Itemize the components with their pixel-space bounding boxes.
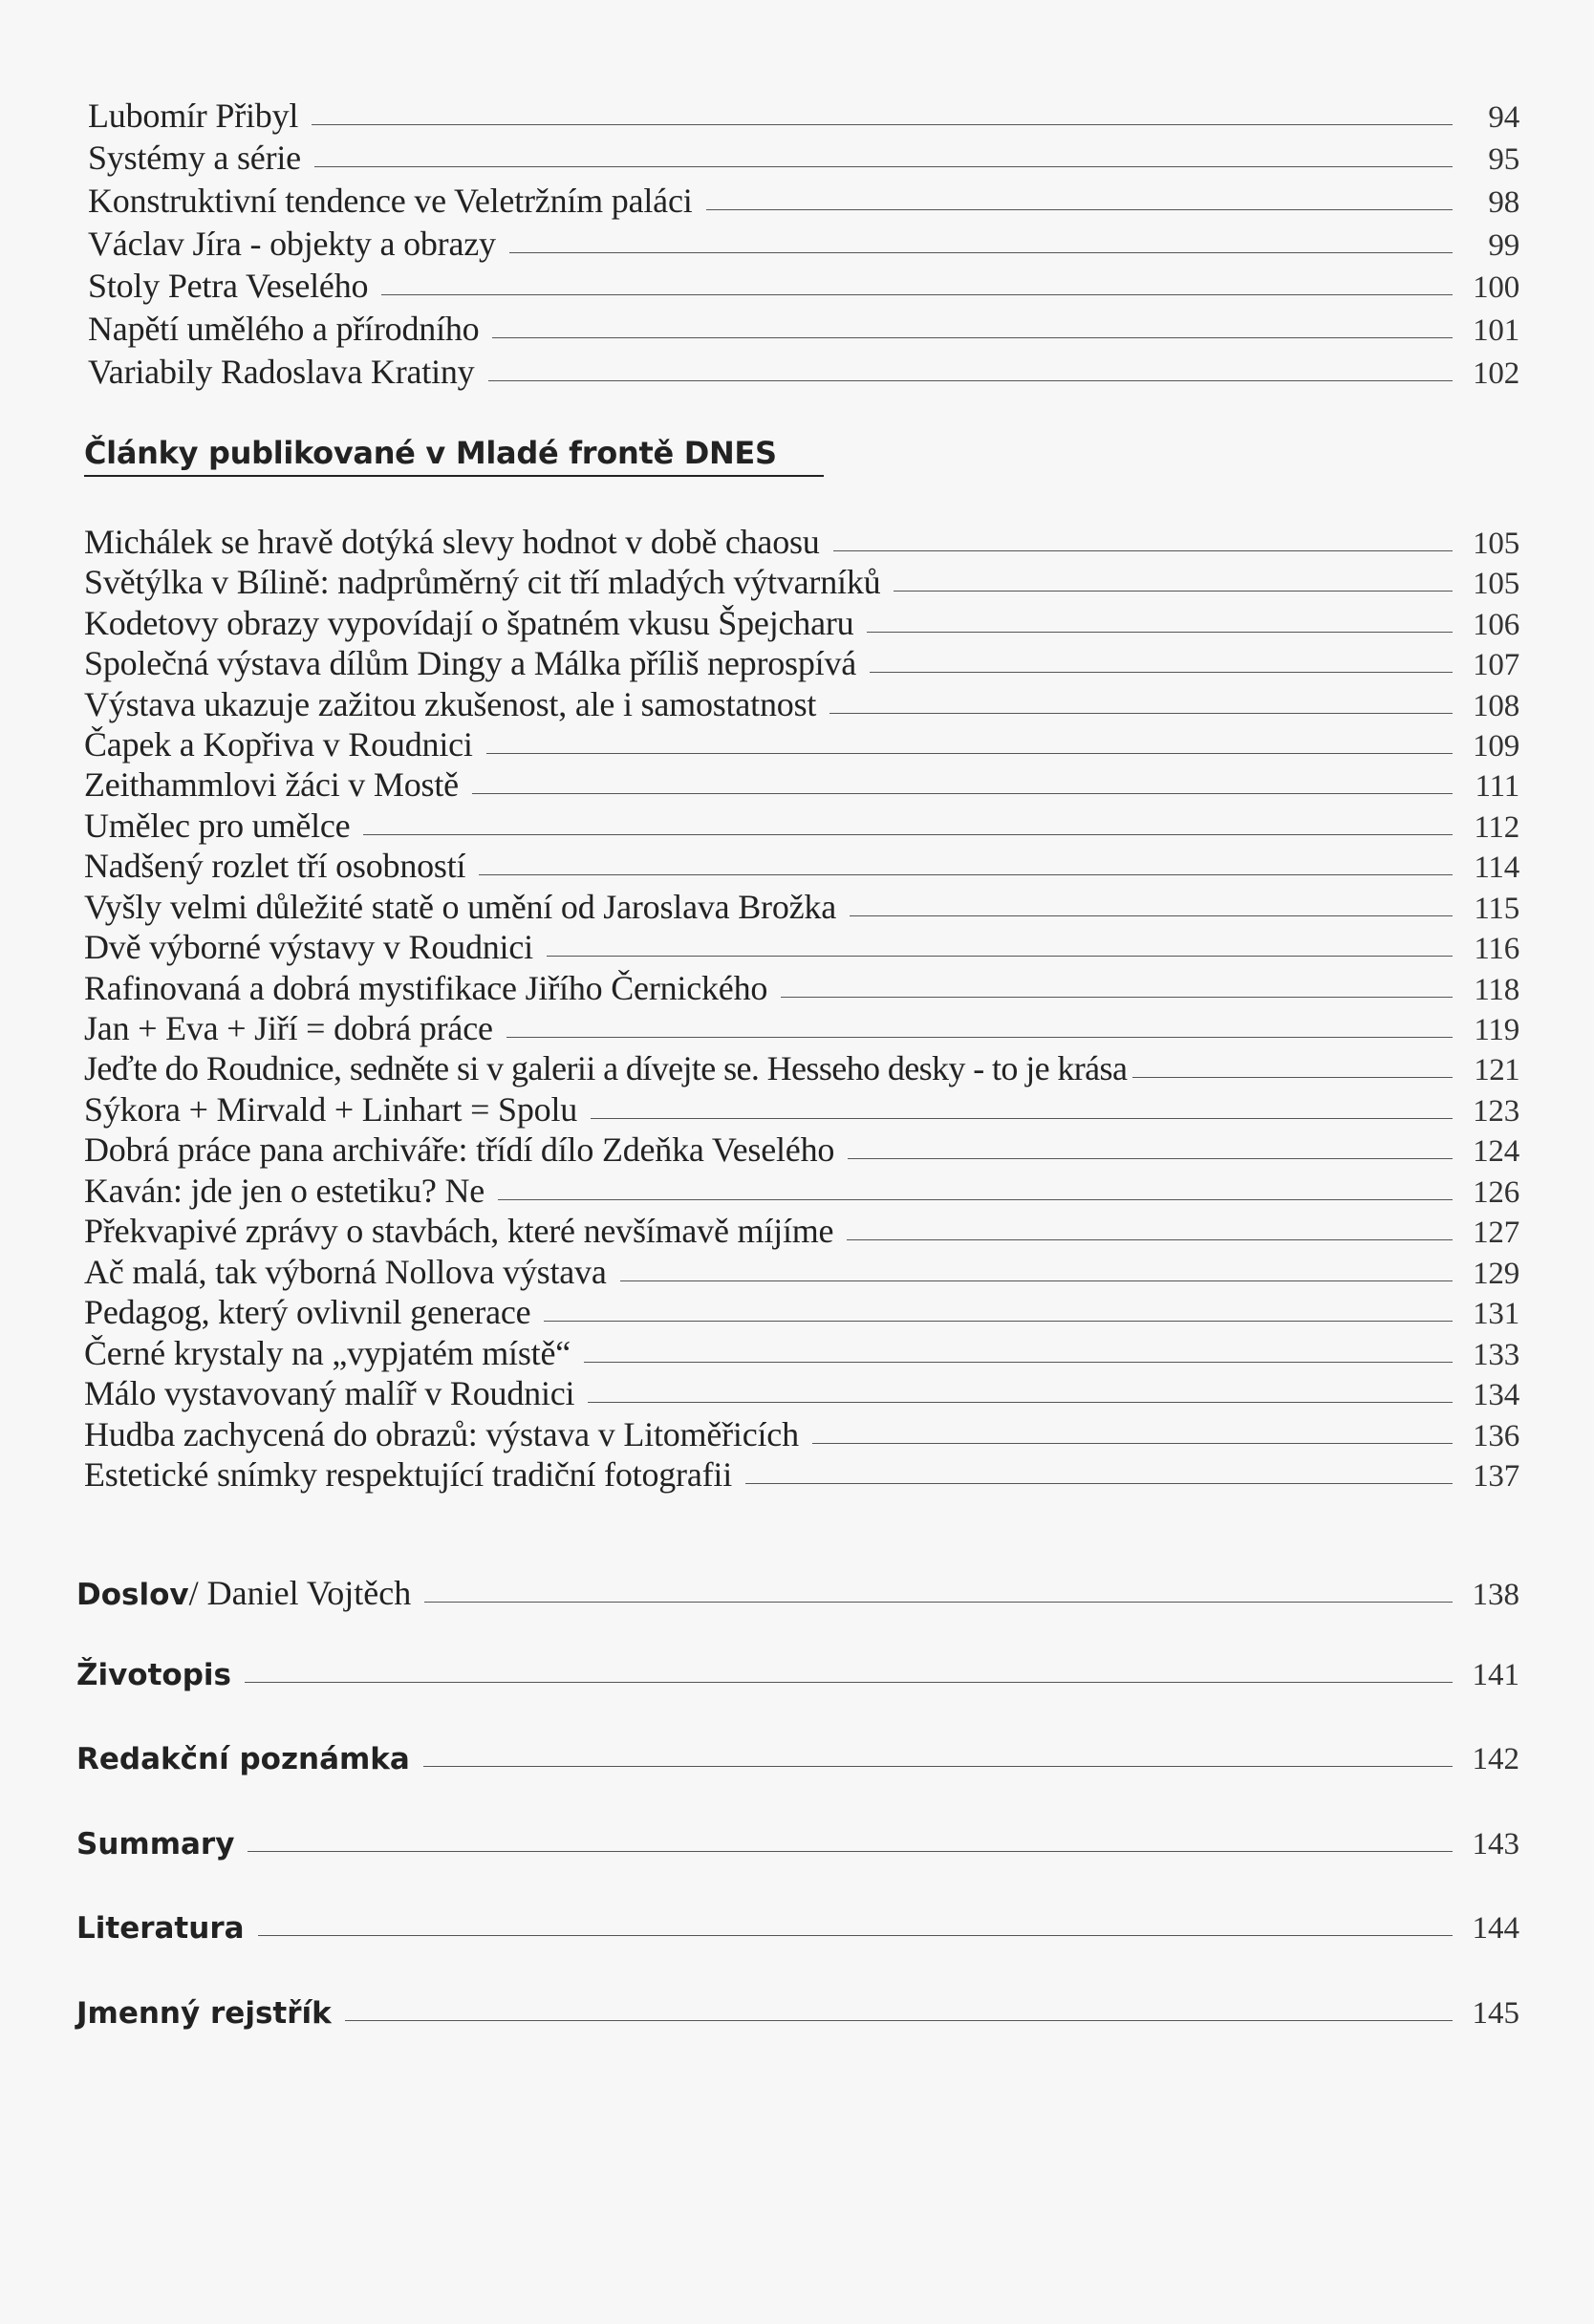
entry-title: Jan + Eva + Jiří = dobrá práce [84,1009,493,1047]
leader-line [245,1682,1453,1683]
leader-line [492,337,1453,338]
leader-line [423,1766,1453,1767]
toc-entry[interactable] [84,1414,1519,1454]
toc-entry[interactable] [84,1333,1519,1373]
entry-title: Michálek se hravě dotýká slevy hodnot v době chaosu [84,523,820,561]
toc-entry[interactable] [84,1008,1519,1048]
entry-page: 105 [1473,527,1519,561]
toc-entry[interactable] [76,1827,1519,1862]
entry-title: Redakční poznámka [76,1742,410,1776]
toc-entry[interactable] [88,138,1519,178]
leader-line [829,713,1453,714]
entry-title: Napětí umělého a přírodního [88,310,480,348]
leader-line [1132,1077,1453,1078]
entry-page: 105 [1473,567,1519,601]
entry-title: Ač malá, tak výborná Nollova výstava [84,1253,607,1291]
entry-page: 109 [1473,729,1519,764]
entry-title: Umělec pro umělce [84,807,351,845]
entry-page: 136 [1473,1419,1519,1453]
toc-entry[interactable] [84,1089,1519,1130]
leader-line [745,1483,1453,1484]
toc-entry[interactable] [84,806,1519,846]
toc-entry[interactable] [88,309,1519,349]
entry-page: 118 [1474,973,1519,1007]
leader-line [479,874,1453,875]
entry-author: / Daniel Vojtěch [188,1574,412,1612]
leader-line [894,591,1453,592]
entry-title: Václav Jíra - objekty a obrazy [88,225,496,263]
toc-entry[interactable] [84,522,1519,562]
toc-entry[interactable] [84,643,1519,683]
toc-entry[interactable] [84,1292,1519,1332]
leader-line [486,753,1453,754]
entry-page: 106 [1473,608,1519,642]
toc-entry[interactable] [88,224,1519,264]
leader-line [588,1402,1453,1403]
entry-title: Hudba zachycená do obrazů: výstava v Litoměřicích [84,1415,799,1453]
entry-page: 131 [1473,1297,1519,1331]
leader-line [345,2020,1453,2021]
entry-title: Lubomír Přibyl [88,97,299,135]
entry-title: Stoly Petra Veselého [88,267,369,305]
toc-entry[interactable] [84,1373,1519,1413]
leader-line [248,1851,1453,1852]
toc-entry[interactable] [84,887,1519,927]
leader-line [781,997,1453,998]
leader-line [847,1239,1453,1240]
entry-page: 114 [1474,850,1519,885]
leader-line [584,1362,1453,1363]
entry-title: Dobrá práce pana archiváře: třídí dílo Zdeňka Veselého [84,1130,835,1169]
entry-page: 116 [1474,932,1519,966]
entry-title: Černé krystaly na „vypjatém místě“ [84,1334,571,1372]
leader-line [833,550,1453,551]
entry-page: 115 [1474,892,1519,926]
leader-line [591,1118,1453,1119]
entry-title: Světýlka v Bílině: nadprůměrný cit tří mladých výtvarníků [84,563,881,601]
toc-entry[interactable] [76,1658,1519,1693]
leader-line [850,915,1453,916]
toc-entry[interactable] [84,1454,1519,1495]
entry-page: 94 [1488,100,1519,135]
toc-entry[interactable] [84,1048,1519,1088]
entry-page: 145 [1472,1996,1519,2031]
entry-page: 133 [1473,1338,1519,1372]
entry-title: Sýkora + Mirvald + Linhart = Spolu [84,1090,578,1129]
entry-page: 102 [1473,356,1519,391]
toc-entry[interactable] [84,1171,1519,1211]
entry-page: 124 [1473,1134,1519,1169]
entry-title: Estetické snímky respektující tradiční fotografii [84,1455,732,1494]
entry-title: Konstruktivní tendence ve Veletržním paláci [88,182,693,220]
entry-title: Summary [76,1827,235,1861]
entry-title: Málo vystavovaný malíř v Roudnici [84,1374,575,1412]
entry-title: Systémy a série [88,139,301,177]
toc-entry[interactable] [76,1573,1519,1613]
leader-line [498,1199,1453,1200]
leader-line [867,632,1453,633]
entry-page: 138 [1472,1578,1519,1612]
entry-page: 142 [1472,1742,1519,1776]
leader-line [312,124,1453,125]
entry-title: Dvě výborné výstavy v Roudnici [84,928,533,966]
entry-title: Zeithammlovi žáci v Mostě [84,765,459,804]
entry-page: 112 [1474,810,1519,845]
entry-title: Jmenný rejstřík [76,1996,332,2031]
entry-title: Životopis [76,1658,231,1692]
entry-page: 123 [1473,1094,1519,1129]
entry-page: 98 [1488,185,1519,220]
entry-page: 111 [1475,769,1519,804]
entry-title: Kaván: jde jen o estetiku? Ne [84,1172,485,1210]
entry-title: Kodetovy obrazy vypovídají o špatném vkusu Špejcharu [84,604,854,642]
leader-line [424,1602,1453,1603]
entry-title: Nadšený rozlet tří osobností [84,847,466,885]
entry-page: 100 [1473,270,1519,305]
entry-page: 127 [1473,1216,1519,1250]
entry-page: 101 [1473,313,1519,348]
toc-entry[interactable] [84,1211,1519,1251]
toc-entry[interactable] [84,846,1519,886]
entry-page: 141 [1472,1658,1519,1692]
leader-line [488,380,1454,381]
entry-title: Výstava ukazuje zažitou zkušenost, ale i samostatnost [84,685,817,723]
entry-page: 119 [1474,1013,1519,1047]
toc-entry[interactable] [84,1252,1519,1292]
entry-title: Pedagog, který ovlivnil generace [84,1293,531,1331]
toc-entry[interactable] [88,266,1519,306]
leader-line [706,209,1453,210]
leader-line [870,672,1453,673]
leader-line [381,294,1453,295]
entry-title: Jeďte do Roudnice, sedněte si v galerii a dívejte se. Hesseho desky - to je krása [84,1049,1128,1087]
toc-entry[interactable] [84,562,1519,602]
entry-page: 126 [1473,1175,1519,1210]
entry-title: Čapek a Kopřiva v Roudnici [84,725,473,764]
leader-line [620,1280,1453,1281]
entry-page: 95 [1488,142,1519,177]
entry-page: 121 [1474,1053,1519,1087]
leader-line [363,834,1453,835]
entry-page: 137 [1473,1459,1519,1494]
entry-page: 108 [1473,689,1519,723]
entry-page: 143 [1472,1827,1519,1861]
toc-entry[interactable] [84,603,1519,643]
toc-entry[interactable] [84,724,1519,764]
entry-page: 107 [1473,648,1519,682]
leader-line [547,956,1453,957]
entry-title: Překvapivé zprávy o stavbách, které nevšímavě míjíme [84,1212,834,1250]
entry-title: Variabily Radoslava Kratiny [88,353,475,391]
entry-page: 144 [1472,1911,1519,1946]
toc-entry[interactable] [88,181,1519,221]
leader-line [509,252,1453,253]
entry-page: 99 [1488,228,1519,263]
entry-page: 134 [1473,1378,1519,1412]
entry-title: Doslov [76,1578,189,1612]
entry-page: 129 [1473,1257,1519,1291]
toc-entry[interactable] [76,1911,1519,1947]
toc-entry[interactable] [88,96,1519,136]
toc-entry[interactable] [84,927,1519,967]
toc-entry[interactable] [76,1742,1519,1777]
entry-title: Rafinovaná a dobrá mystifikace Jiřího Černického [84,969,768,1007]
toc-entry[interactable] [84,1130,1519,1170]
toc-entry[interactable] [84,684,1519,724]
section-heading: Články publikované v Mladé frontě DNES [84,432,824,477]
entry-title: Literatura [76,1911,245,1946]
leader-line [544,1321,1453,1322]
toc-entry[interactable] [88,352,1519,392]
leader-line [506,1037,1453,1038]
toc-entry[interactable] [84,968,1519,1008]
leader-line [472,793,1453,794]
leader-line [314,166,1453,167]
leader-line [258,1935,1453,1936]
leader-line [812,1443,1453,1444]
entry-title: Společná výstava dílům Dingy a Málka příliš neprospívá [84,644,857,682]
leader-line [848,1158,1453,1159]
entry-title: Vyšly velmi důležité statě o umění od Jaroslava Brožka [84,888,837,926]
toc-entry[interactable] [76,1996,1519,2032]
toc-entry[interactable] [84,764,1519,805]
